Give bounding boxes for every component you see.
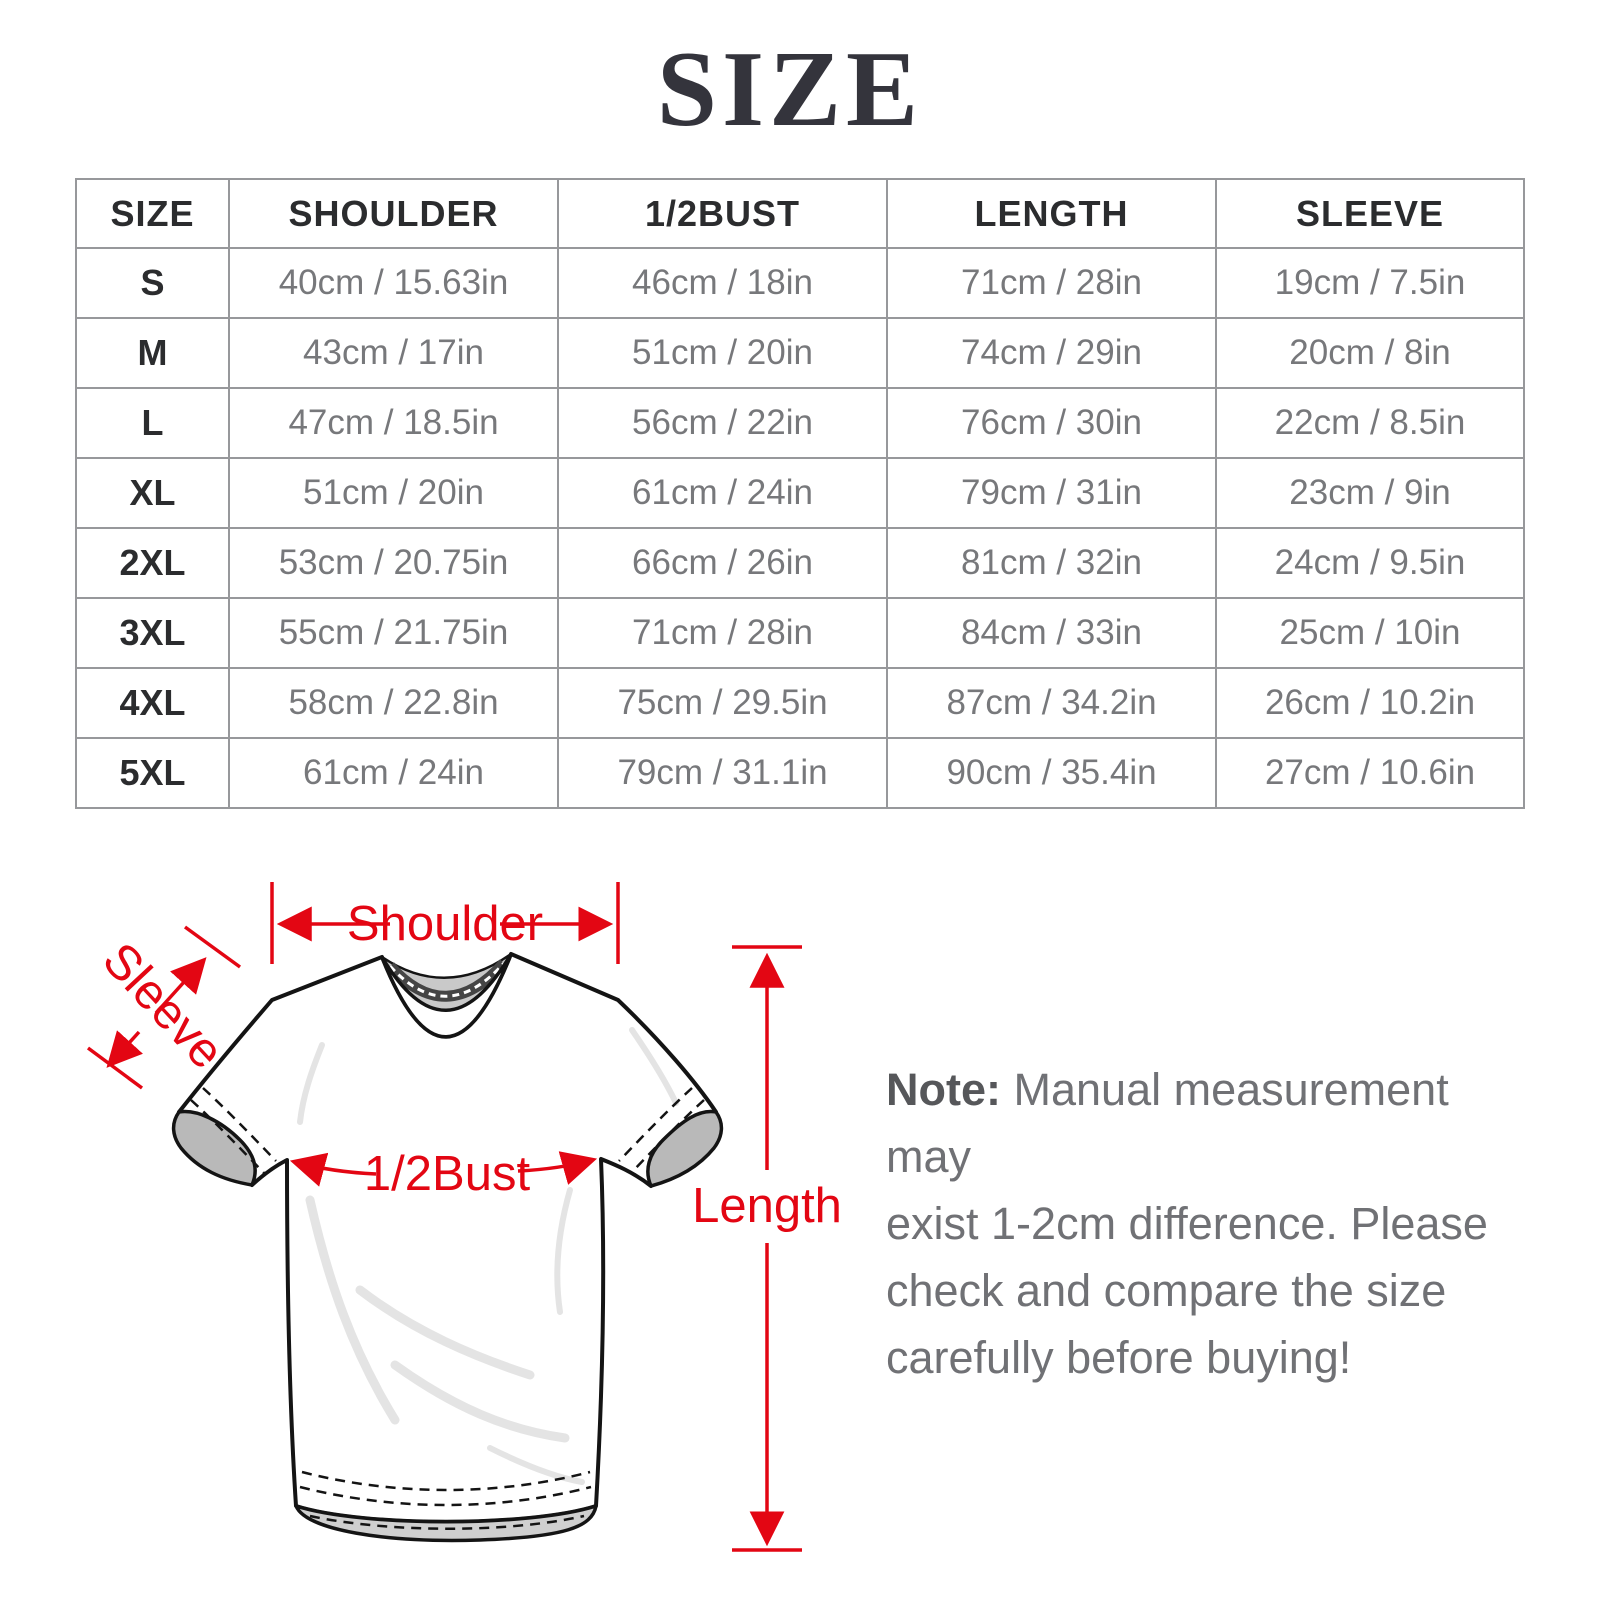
note-text: Manual measurement may bbox=[886, 1064, 1449, 1182]
note-text: carefully before buying! bbox=[886, 1332, 1352, 1383]
note-label: Note: bbox=[886, 1064, 1001, 1115]
shoulder-cell: 61cm / 24in bbox=[229, 738, 558, 808]
bust-label: 1/2Bust bbox=[363, 1147, 531, 1201]
bust-cell: 51cm / 20in bbox=[558, 318, 887, 388]
table-row bbox=[76, 738, 1524, 808]
size-cell: S bbox=[76, 248, 229, 318]
shoulder-cell: 53cm / 20.75in bbox=[229, 528, 558, 598]
sleeve-label: Sleeve bbox=[92, 932, 234, 1080]
table-row bbox=[76, 668, 1524, 738]
shoulder-cell: 43cm / 17in bbox=[229, 318, 558, 388]
note-line bbox=[886, 1190, 1516, 1257]
length-cell: 90cm / 35.4in bbox=[887, 738, 1216, 808]
sleeve-cell: 22cm / 8.5in bbox=[1216, 388, 1524, 458]
size-cell: 3XL bbox=[76, 598, 229, 668]
shoulder-cell: 58cm / 22.8in bbox=[229, 668, 558, 738]
length-cell: 87cm / 34.2in bbox=[887, 668, 1216, 738]
column-header: LENGTH bbox=[887, 179, 1216, 248]
length-cell: 81cm / 32in bbox=[887, 528, 1216, 598]
table-row bbox=[76, 598, 1524, 668]
bust-cell: 71cm / 28in bbox=[558, 598, 887, 668]
shoulder-label: Shoulder bbox=[346, 897, 544, 951]
size-cell: L bbox=[76, 388, 229, 458]
sleeve-cell: 25cm / 10in bbox=[1216, 598, 1524, 668]
sleeve-arrow-down bbox=[110, 1032, 139, 1064]
shoulder-cell: 47cm / 18.5in bbox=[229, 388, 558, 458]
shoulder-cell: 40cm / 15.63in bbox=[229, 248, 558, 318]
length-label: Length bbox=[692, 1179, 842, 1233]
bust-cell: 56cm / 22in bbox=[558, 388, 887, 458]
table-body bbox=[76, 248, 1524, 808]
size-chart-table bbox=[75, 178, 1525, 809]
length-cell: 76cm / 30in bbox=[887, 388, 1216, 458]
table-row bbox=[76, 458, 1524, 528]
bust-cell: 79cm / 31.1in bbox=[558, 738, 887, 808]
length-cell: 74cm / 29in bbox=[887, 318, 1216, 388]
bust-cell: 66cm / 26in bbox=[558, 528, 887, 598]
page-title: SIZE bbox=[656, 30, 924, 149]
table-row bbox=[76, 248, 1524, 318]
sleeve-tick bbox=[88, 1048, 142, 1088]
sleeve-cell: 23cm / 9in bbox=[1216, 458, 1524, 528]
bust-cell: 46cm / 18in bbox=[558, 248, 887, 318]
sleeve-cell: 20cm / 8in bbox=[1216, 318, 1524, 388]
table-row bbox=[76, 388, 1524, 458]
sleeve-cell: 19cm / 7.5in bbox=[1216, 248, 1524, 318]
tshirt-illustration bbox=[174, 954, 722, 1540]
length-cell: 79cm / 31in bbox=[887, 458, 1216, 528]
bust-cell: 61cm / 24in bbox=[558, 458, 887, 528]
column-header: SLEEVE bbox=[1216, 179, 1524, 248]
column-header: 1/2BUST bbox=[558, 179, 887, 248]
note bbox=[886, 1056, 1516, 1391]
length-cell: 84cm / 33in bbox=[887, 598, 1216, 668]
sleeve-tick bbox=[185, 927, 240, 967]
size-cell: 2XL bbox=[76, 528, 229, 598]
bust-cell: 75cm / 29.5in bbox=[558, 668, 887, 738]
note-line bbox=[886, 1257, 1516, 1324]
sleeve-cell: 27cm / 10.6in bbox=[1216, 738, 1524, 808]
size-cell: XL bbox=[76, 458, 229, 528]
table-row bbox=[76, 528, 1524, 598]
note-text: check and compare the size bbox=[886, 1265, 1447, 1316]
column-header: SHOULDER bbox=[229, 179, 558, 248]
shoulder-cell: 51cm / 20in bbox=[229, 458, 558, 528]
sleeve-cell: 24cm / 9.5in bbox=[1216, 528, 1524, 598]
table-row bbox=[76, 318, 1524, 388]
size-cell: 4XL bbox=[76, 668, 229, 738]
column-header: SIZE bbox=[76, 179, 229, 248]
size-cell: 5XL bbox=[76, 738, 229, 808]
note-line bbox=[886, 1056, 1516, 1190]
size-cell: M bbox=[76, 318, 229, 388]
note-line bbox=[886, 1324, 1516, 1391]
length-cell: 71cm / 28in bbox=[887, 248, 1216, 318]
table-header-row bbox=[76, 179, 1524, 248]
note-text: exist 1-2cm difference. Please bbox=[886, 1198, 1488, 1249]
sleeve-cell: 26cm / 10.2in bbox=[1216, 668, 1524, 738]
shoulder-cell: 55cm / 21.75in bbox=[229, 598, 558, 668]
tshirt-measurement-diagram bbox=[60, 860, 860, 1590]
